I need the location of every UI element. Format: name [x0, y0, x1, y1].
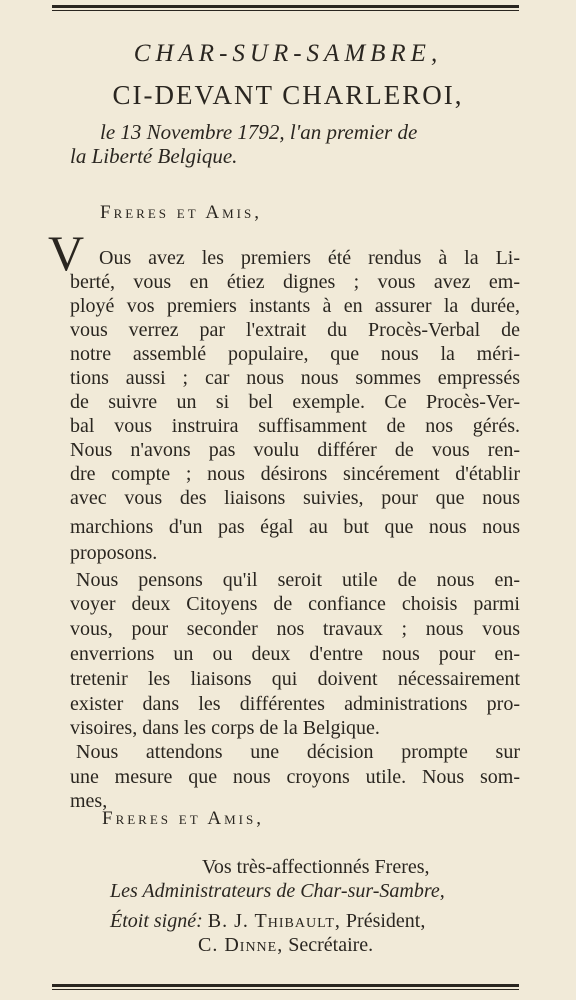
- drop-cap: V: [48, 225, 85, 281]
- president-name: B. J. Thibault,: [207, 910, 341, 932]
- body-line: notre assemblé populaire, que nous la méri-: [70, 343, 520, 365]
- body-line: mes,: [70, 790, 108, 812]
- heading-former-name: CI-DEVANT CHARLEROI,: [112, 80, 464, 110]
- body-line: tretenir les liaisons qui doivent nécessairement: [70, 668, 520, 690]
- body-line: proposons.: [70, 542, 158, 564]
- body-line: une mesure que nous croyons utile. Nous som-: [70, 766, 520, 788]
- closing-salutation: Freres et Amis,: [102, 808, 264, 829]
- body-line: Nous pensons qu'il seroit utile de nous en-: [76, 569, 520, 591]
- signature-president: [110, 910, 425, 933]
- signature-secretary: [198, 934, 373, 957]
- body-line: bal vous instruira suffisamment de nos gérés.: [70, 415, 520, 437]
- top-double-rule: [52, 5, 519, 15]
- body-line: vous, pour seconder nos travaux ; nous vous: [70, 618, 520, 640]
- body-line: avec vous des liaisons suivies, pour que nous: [70, 487, 520, 509]
- body-line: vous verrez par l'extrait du Procès-Verbal de: [70, 319, 520, 341]
- body-line: marchions d'un pas égal au but que nous nous: [70, 516, 520, 538]
- signed-label: Étoit signé:: [110, 910, 203, 932]
- body-line: tions aussi ; car nous nous sommes empressés: [70, 367, 520, 389]
- dateline-line-2: la Liberté Belgique.: [70, 144, 238, 168]
- body-line: Ous avez les premiers été rendus à la Li-: [99, 247, 520, 269]
- signature-line-2: Les Administrateurs de Char-sur-Sambre,: [110, 880, 445, 902]
- body-line: ployé vos premiers instants à en assurer la durée,: [70, 295, 520, 317]
- body-line: Nous n'avons pas voulu différer de vous ren-: [70, 439, 520, 461]
- president-title: Président,: [345, 910, 426, 932]
- body-line: dre compte ; nous désirons sincérement d'établir: [70, 463, 520, 485]
- secretary-title: Secrétaire.: [288, 934, 374, 956]
- body-line: voyer deux Citoyens de confiance choisis parmi: [70, 593, 520, 615]
- dateline-line-1: le 13 Novembre 1792, l'an premier de: [100, 120, 418, 144]
- salutation: Freres et Amis,: [100, 202, 262, 223]
- body-line: exister dans les différentes administrations pro-: [70, 693, 520, 715]
- bottom-double-rule: [52, 984, 519, 994]
- body-line: enverrions un ou deux d'entre nous pour en-: [70, 643, 520, 665]
- body-line: Nous attendons une décision prompte sur: [76, 741, 520, 763]
- secretary-name: C. Dinne,: [198, 934, 284, 956]
- signature-line-1: Vos très-affectionnés Freres,: [202, 856, 430, 878]
- body-line: visoires, dans les corps de la Belgique.: [70, 717, 380, 739]
- body-line: de suivre un si bel exemple. Ce Procès-Ver-: [70, 391, 520, 413]
- heading-city: CHAR-SUR-SAMBRE,: [133, 40, 443, 67]
- body-line: berté, vous en étiez dignes ; vous avez em-: [70, 271, 520, 293]
